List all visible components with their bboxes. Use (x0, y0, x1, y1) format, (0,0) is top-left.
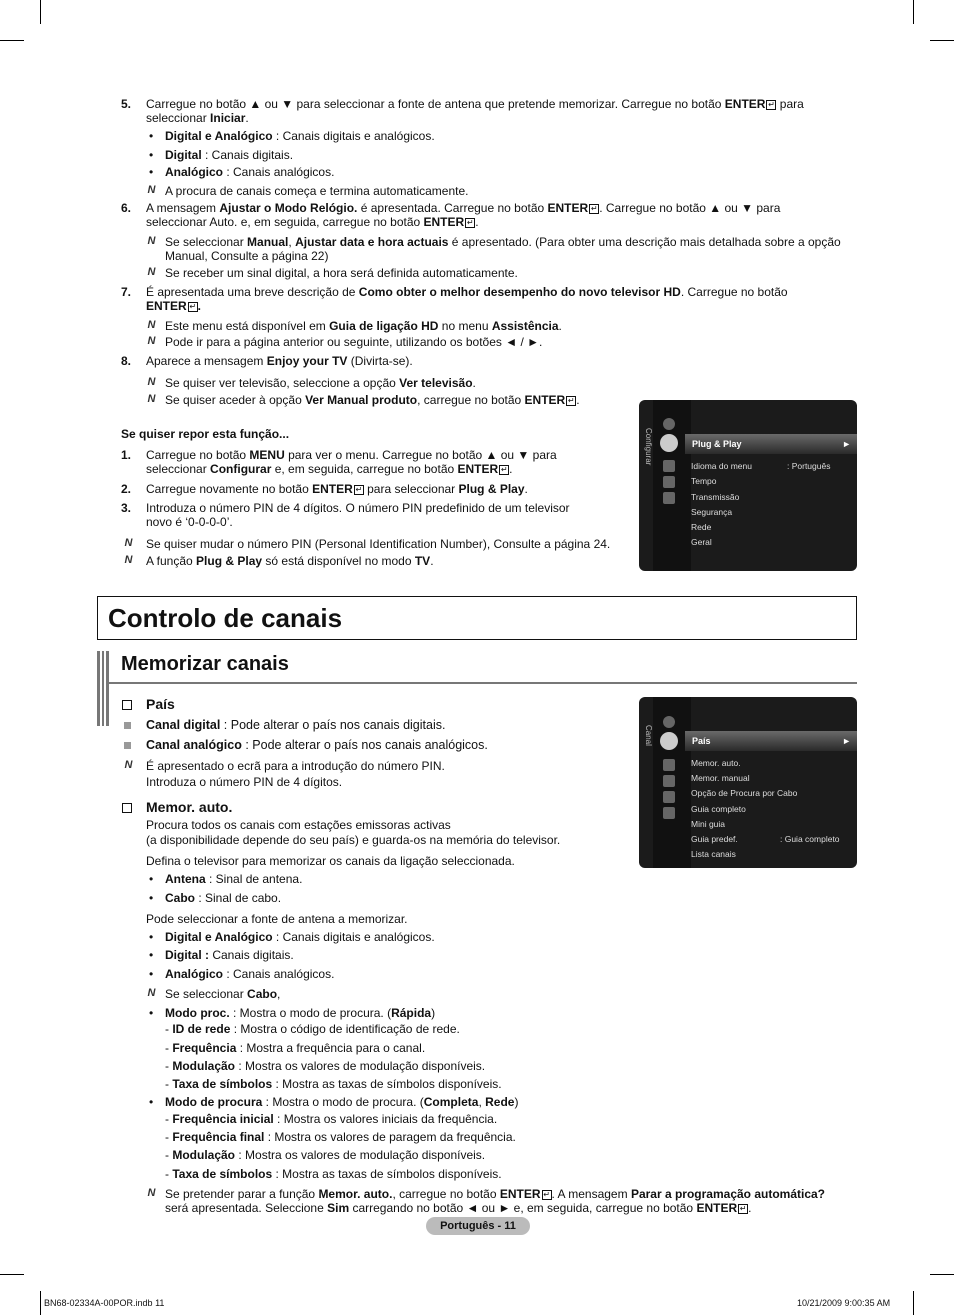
step-6-text-2: seleccionar Auto. e, em seguida, carregue no botão ENTER ↵ . (146, 215, 479, 229)
menu-item[interactable]: Mini guia (691, 819, 726, 829)
gear-icon (660, 434, 678, 452)
sub-item: - Frequência : Mostra a frequência para o canal. (165, 1041, 426, 1055)
sub-item: - Modulação : Mostra os valores de modulação disponíveis. (165, 1059, 486, 1073)
enter-icon: ↵ (466, 218, 474, 227)
step-number: 1. (121, 448, 132, 462)
enter-icon: ↵ (590, 204, 598, 213)
note-icon: N (147, 1187, 156, 1199)
picture-icon (663, 716, 675, 728)
note-text: Se quiser ver televisão, seleccione a opção Ver televisão. (165, 376, 476, 390)
reset-step-1-2: seleccionar Configurar e, em seguida, carregue no botão ENTER ↵ . (146, 462, 513, 476)
tv-menu-setup (639, 400, 857, 571)
step-number: 7. (121, 285, 132, 299)
note-text-2: será apresentada. Seleccione Sim carregando no botão ◄ ou ► e, em seguida, carregue no botão ENTER ↵ . (165, 1201, 752, 1215)
note-icon: N (147, 393, 156, 405)
enter-icon: ↵ (189, 302, 197, 311)
reset-step-2: Carregue novamente no botão ENTER ↵ para seleccionar Plug & Play. (146, 482, 528, 496)
list-item: • Analógico : Canais analógicos. (165, 165, 334, 179)
note-text-2: Manual, Consulte a página 22) (165, 249, 329, 263)
menu-item[interactable]: Lista canais (691, 849, 736, 859)
menu-highlight-label: Plug & Play (692, 439, 742, 449)
input-icon (663, 775, 675, 787)
note-text-2: Introduza o número PIN de 4 dígitos. (146, 775, 343, 789)
step-5-text: Carregue no botão ▲ ou ▼ para seleccionar a fonte de antena que pretende memorizar. Carregue no botão ENTER ↵ para (146, 97, 804, 111)
menu-item[interactable]: Rede (691, 522, 712, 532)
note-text: É apresentado o ecrã para a introdução do número PIN. (146, 759, 445, 773)
menu-item-value: : Guia completo (780, 834, 840, 844)
pais-item: Canal digital : Pode alterar o país nos canais digitais. (146, 718, 446, 732)
list-item: • Antena : Sinal de antena. (165, 872, 302, 886)
sub-item: - ID de rede : Mostra o código de identificação de rede. (165, 1022, 460, 1036)
list-item: • Digital e Analógico : Canais digitais e analógicos. (165, 129, 435, 143)
menu-item[interactable]: Idioma do menu (691, 461, 752, 471)
enter-icon: ↵ (567, 396, 575, 405)
menu-item[interactable]: Geral (691, 537, 712, 547)
memor-text: Defina o televisor para memorizar os canais da ligação seleccionada. (146, 854, 515, 868)
list-item: • Modo de procura : Mostra o modo de procura. (Completa, Rede) (165, 1095, 518, 1109)
list-item: • Analógico : Canais analógicos. (165, 967, 334, 981)
memor-text: (a disponibilidade depende do seu país) e guarda-os na memória do televisor. (146, 833, 561, 847)
antenna-icon (660, 732, 678, 750)
step-8-text: Aparece a mensagem Enjoy your TV (Divirta-se). (146, 354, 413, 368)
note-text: Este menu está disponível em Guia de ligação HD no menu Assistência. (165, 319, 562, 333)
step-number: 3. (121, 501, 132, 515)
tv-menu-channel (639, 697, 857, 868)
note-icon: N (147, 235, 156, 247)
note-text: Se quiser aceder à opção Ver Manual produto, carregue no botão ENTER ↵ . (165, 393, 580, 407)
memor-text: Procura todos os canais com estações emissoras activas (146, 818, 451, 832)
menu-item[interactable]: Opção de Procura por Cabo (691, 788, 798, 798)
enter-icon: ↵ (768, 100, 775, 109)
menu-item[interactable]: Transmissão (691, 492, 740, 502)
list-item: • Digital : Canais digitais. (165, 948, 294, 962)
note-icon: N (124, 537, 133, 549)
menu-side-label: Configurar (644, 428, 653, 466)
note-icon: N (147, 335, 156, 347)
date-slug: 10/21/2009 9:00:35 AM (797, 1298, 891, 1308)
list-item: • Modo proc. : Mostra o modo de procura. (Rápida) (165, 1006, 435, 1020)
enter-icon: ↵ (739, 1204, 747, 1213)
crop-mark (930, 1274, 954, 1275)
step-number: 8. (121, 354, 132, 368)
menu-item[interactable]: Memor. manual (691, 773, 750, 783)
note-icon: N (147, 184, 156, 196)
support-icon (663, 492, 675, 504)
menu-highlight[interactable] (685, 434, 857, 454)
support-icon (663, 807, 675, 819)
enter-icon: ↵ (500, 465, 508, 474)
section-title: Controlo de canais (108, 603, 343, 633)
enter-icon: ↵ (355, 485, 363, 494)
note-text: Se seleccionar Manual, Ajustar data e hora actuais é apresentado. (Para obter uma descrição mais detalhada sobre a opção (165, 235, 841, 249)
menu-icon-column (653, 697, 691, 868)
arrow-right-icon: ► (842, 439, 851, 449)
section-title-box (97, 596, 857, 640)
list-item: • Digital : Canais digitais. (165, 148, 293, 162)
step-number: 5. (121, 97, 132, 111)
menu-item[interactable]: Memor. auto. (691, 758, 741, 768)
note-text: Se pretender parar a função Memor. auto., carregue no botão ENTER ↵ . A mensagem Parar a programação automática? (165, 1187, 826, 1201)
checkbox-icon (122, 803, 132, 813)
square-bullet-icon (124, 722, 131, 729)
list-item: • Digital e Analógico : Canais digitais e analógicos. (165, 930, 435, 944)
step-5-text-2: seleccionar Iniciar. (146, 111, 249, 125)
subsection-rule (109, 682, 857, 684)
note-icon: N (124, 554, 133, 566)
menu-item-value: : Português (787, 461, 831, 471)
note-icon: N (147, 319, 156, 331)
step-7-text-2: ENTER ↵ . (146, 299, 202, 313)
subsection-title: Memorizar canais (121, 653, 289, 675)
reset-step-1: Carregue no botão MENU para ver o menu. Carregue no botão ▲ ou ▼ para (146, 448, 557, 462)
reset-heading: Se quiser repor esta função... (121, 427, 290, 441)
crop-mark (913, 0, 914, 24)
input-icon (663, 460, 675, 472)
checkbox-icon (122, 700, 132, 710)
crop-mark (913, 1291, 914, 1315)
step-6-text: A mensagem Ajustar o Modo Relógio. é apresentada. Carregue no botão ENTER ↵ . Carregue no botão ▲ ou ▼ para (146, 201, 781, 215)
sub-item: - Taxa de símbolos : Mostra as taxas de símbolos disponíveis. (165, 1167, 502, 1181)
crop-mark (40, 1291, 41, 1315)
crop-mark (0, 1274, 24, 1275)
pais-heading: País (146, 696, 175, 712)
application-icon (663, 791, 675, 803)
enter-icon: ↵ (543, 1190, 550, 1199)
note-text: A função Plug & Play só está disponível no modo TV. (146, 554, 434, 568)
menu-side-label: Canal (644, 725, 653, 746)
note-icon: N (147, 266, 156, 278)
sub-item: - Frequência final : Mostra os valores de paragem da frequência. (165, 1130, 516, 1144)
sub-item: - Modulação : Mostra os valores de modulação disponíveis. (165, 1148, 486, 1162)
arrow-right-icon: ► (842, 736, 851, 746)
sub-item: - Taxa de símbolos : Mostra as taxas de símbolos disponíveis. (165, 1077, 502, 1091)
application-icon (663, 476, 675, 488)
note-icon: N (147, 376, 156, 388)
square-bullet-icon (124, 742, 131, 749)
memor-text: Pode seleccionar a fonte de antena a memorizar. (146, 912, 408, 926)
menu-item[interactable]: Tempo (691, 476, 717, 486)
step-7-text: É apresentada uma breve descrição de Como obter o melhor desempenho do novo televisor HD. Carregue no botão (146, 285, 788, 299)
note-text: A procura de canais começa e termina automaticamente. (165, 184, 469, 198)
list-item: • Cabo : Sinal de cabo. (165, 891, 281, 905)
crop-mark (0, 40, 24, 41)
gear-icon (663, 759, 675, 771)
picture-icon (663, 418, 675, 430)
menu-item[interactable]: Guia predef. (691, 834, 738, 844)
menu-side (639, 400, 653, 571)
menu-highlight[interactable] (685, 731, 857, 751)
reset-step-3: Introduza o número PIN de 4 dígitos. O número PIN predefinido de um televisor (146, 501, 570, 515)
memor-heading: Memor. auto. (146, 799, 233, 815)
sub-item: - Frequência inicial : Mostra os valores iniciais da frequência. (165, 1112, 498, 1126)
pais-item: Canal analógico : Pode alterar o país nos canais analógicos. (146, 738, 488, 752)
menu-icon-column (653, 400, 691, 571)
step-number: 2. (121, 482, 132, 496)
menu-highlight-label: País (692, 736, 711, 746)
reset-step-3-2: novo é ‘0-0-0-0’. (146, 515, 233, 529)
subsection-bars (97, 651, 109, 726)
note-icon: N (147, 987, 156, 999)
menu-item[interactable]: Guia completo (691, 804, 746, 814)
note-icon: N (124, 759, 133, 771)
page-number: Português - 11 (426, 1217, 530, 1235)
note-text: Pode ir para a página anterior ou seguinte, utilizando os botões ◄ / ►. (165, 335, 543, 349)
crop-mark (930, 40, 954, 41)
file-slug: BN68-02334A-00POR.indb 11 (44, 1298, 165, 1308)
note-text: Se seleccionar Cabo, (165, 987, 281, 1001)
step-number: 6. (121, 201, 132, 215)
menu-item[interactable]: Segurança (691, 507, 733, 517)
note-text: Se receber um sinal digital, a hora será definida automaticamente. (165, 266, 518, 280)
menu-side (639, 697, 653, 868)
crop-mark (40, 0, 41, 24)
note-text: Se quiser mudar o número PIN (Personal Identification Number), Consulte a página 24. (146, 537, 611, 551)
